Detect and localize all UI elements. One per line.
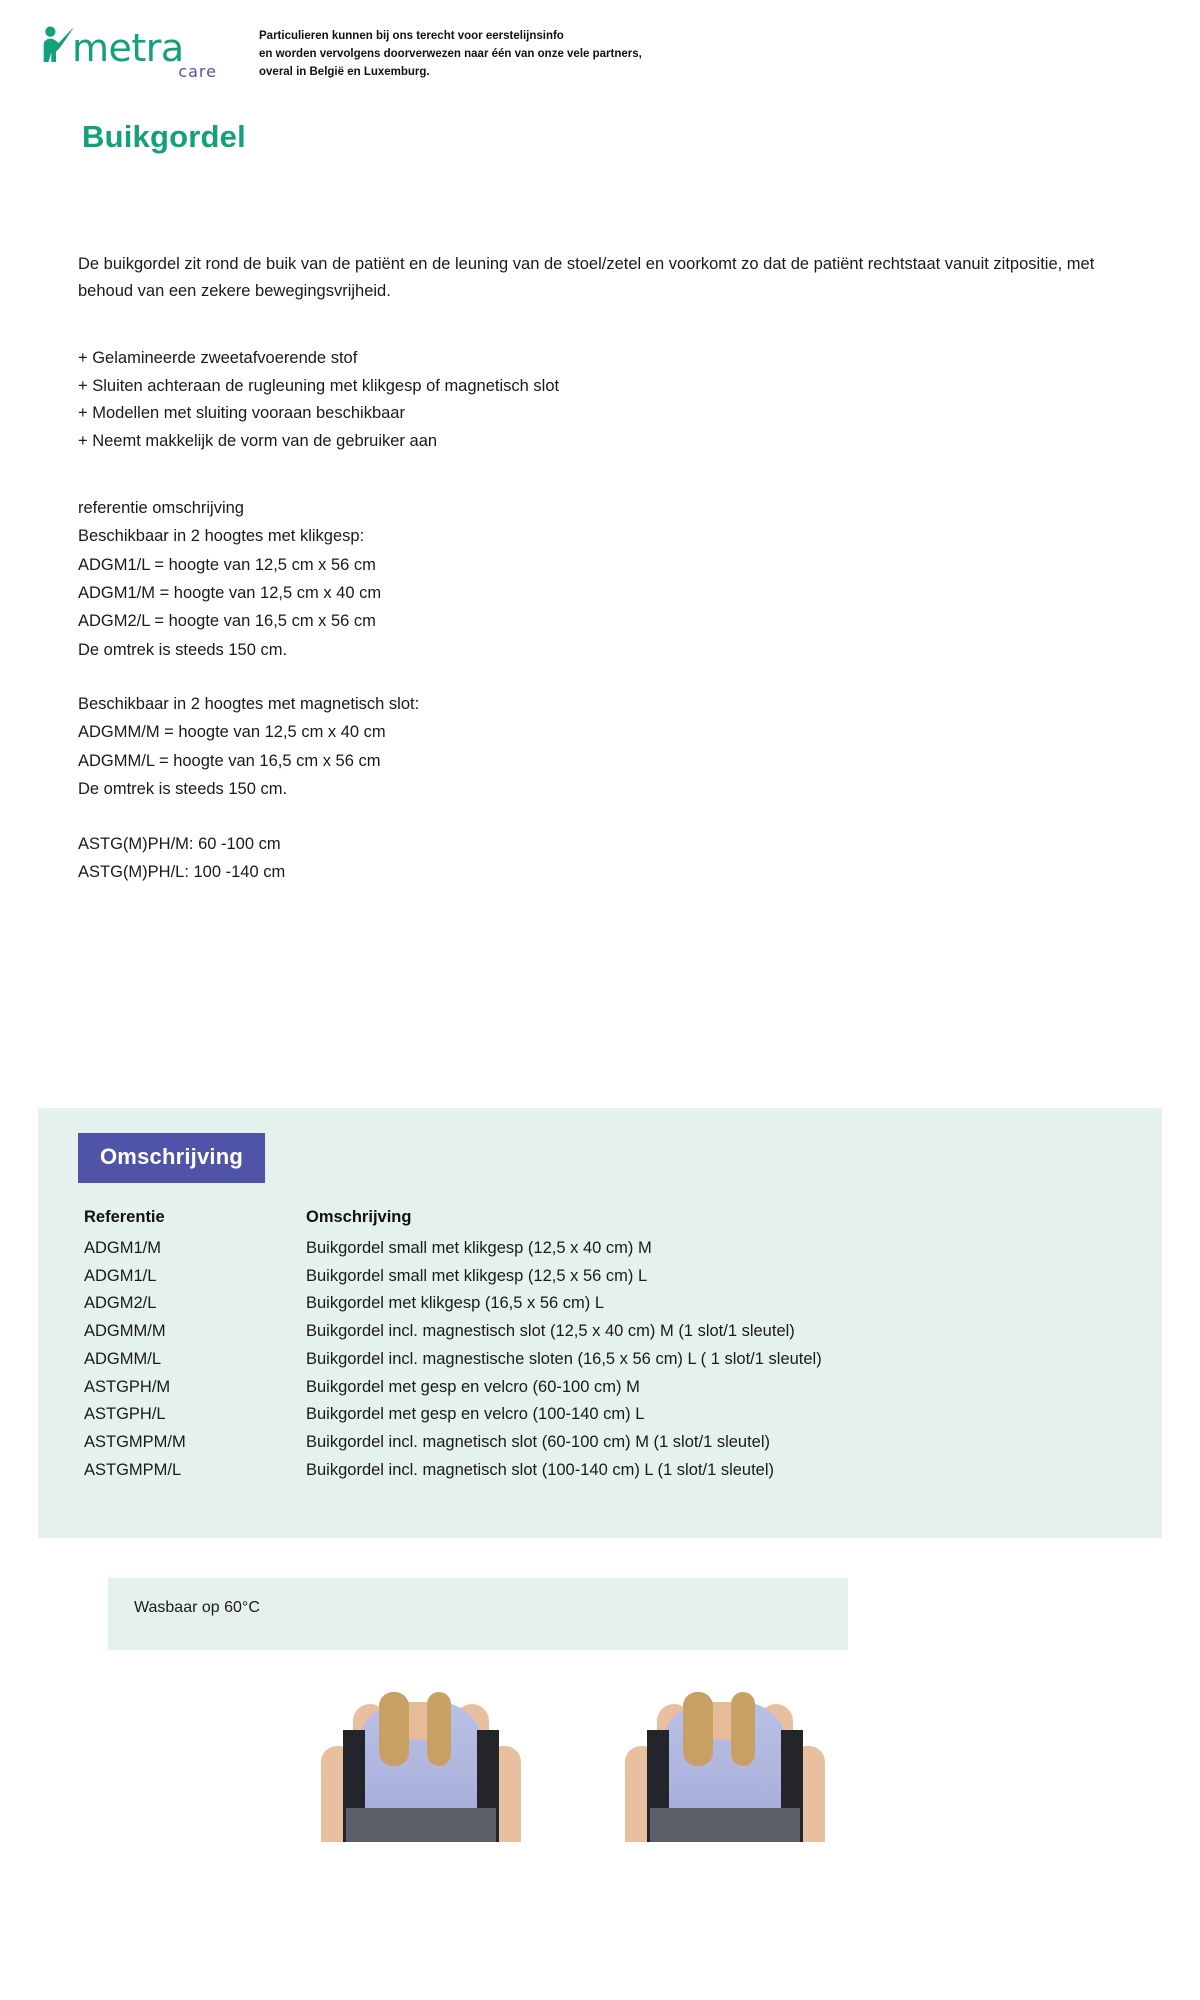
cell-reference: ASTGMPM/L — [84, 1460, 182, 1479]
spec-line: Beschikbaar in 2 hoogtes met magnetisch slot: — [78, 695, 420, 713]
table-row — [84, 1374, 1084, 1402]
cell-reference: ASTGMPM/M — [84, 1433, 186, 1452]
feature-list — [78, 345, 1118, 456]
cell-description: Buikgordel incl. magnetisch slot (60-100 cm) M (1 slot/1 sleutel) — [306, 1433, 771, 1452]
table-row — [84, 1346, 1084, 1374]
table-row — [84, 1263, 1084, 1291]
table-row — [84, 1429, 1084, 1457]
spec-line: ADGM2/L = hoogte van 16,5 cm x 56 cm — [78, 612, 376, 631]
logo-wordmark: metra — [72, 25, 184, 70]
wash-instruction-label: Wasbaar op 60°C — [134, 1599, 260, 1616]
product-photo-belt-front — [315, 1690, 527, 1842]
feature-item: + Neemt makkelijk de vorm van de gebruiker aan — [78, 432, 438, 451]
page-header — [0, 0, 1200, 81]
spec-line: Beschikbaar in 2 hoogtes met klikgesp: — [78, 527, 365, 546]
column-header-omschrijving: Omschrijving — [306, 1208, 412, 1226]
table-row — [84, 1318, 1084, 1346]
cell-description: Buikgordel incl. magnestische sloten (16,5 x 56 cm) L ( 1 slot/1 sleutel) — [306, 1349, 822, 1368]
header-note-line-3: overal in België en Luxemburg. — [259, 65, 430, 78]
reference-table-wrapper — [84, 1208, 1084, 1485]
photo-hair-left — [683, 1692, 713, 1766]
product-photo-belt-side — [619, 1690, 831, 1842]
specification-block — [78, 494, 1118, 887]
spec-line: ADGM1/L = hoogte van 12,5 cm x 56 cm — [78, 555, 376, 574]
spec-line: De omtrek is steeds 150 cm. — [78, 640, 288, 659]
photo-hair-right — [427, 1692, 451, 1766]
table-row — [84, 1457, 1084, 1485]
feature-item: + Modellen met sluiting vooraan beschikbaar — [78, 404, 405, 423]
spec-line: ADGMM/L = hoogte van 16,5 cm x 56 cm — [78, 751, 381, 770]
photo-hair-right — [731, 1692, 755, 1766]
omschrijving-badge: Omschrijving — [78, 1133, 265, 1183]
cell-reference: ASTGPH/M — [84, 1377, 171, 1396]
cell-reference: ASTGPH/L — [84, 1405, 166, 1424]
spec-heading: referentie omschrijving — [78, 498, 244, 517]
spec-line: ASTG(M)PH/M: 60 -100 cm — [78, 834, 281, 853]
cell-reference: ADGMM/L — [84, 1349, 162, 1368]
cell-description: Buikgordel met klikgesp (16,5 x 56 cm) L — [306, 1294, 605, 1313]
table-body — [84, 1235, 1084, 1485]
photo-hair-left — [379, 1692, 409, 1766]
cell-description: Buikgordel incl. magnestisch slot (12,5 x 40 cm) M (1 slot/1 sleutel) — [306, 1322, 795, 1341]
feature-item: + Gelamineerde zweetafvoerende stof — [78, 348, 358, 367]
cell-description: Buikgordel small met klikgesp (12,5 x 40 cm) M — [306, 1239, 652, 1257]
table-header-row — [84, 1208, 1084, 1235]
cell-description: Buikgordel met gesp en velcro (100-140 cm) L — [306, 1405, 645, 1424]
column-header-referentie: Referentie — [84, 1208, 165, 1226]
product-photo-gallery — [315, 1690, 831, 1842]
cell-reference: ADGM1/L — [84, 1266, 157, 1285]
brand-logo — [38, 22, 223, 81]
person-jump-icon — [38, 22, 76, 66]
table-row — [84, 1290, 1084, 1318]
photo-abdominal-belt — [650, 1808, 800, 1842]
header-note — [259, 22, 642, 81]
cell-reference: ADGM2/L — [84, 1294, 157, 1313]
spacer — [78, 664, 1118, 690]
header-note-line-2: en worden vervolgens doorverwezen naar één van onze vele partners, — [259, 47, 642, 60]
cell-reference: ADGMM/M — [84, 1322, 166, 1341]
spec-line: ASTG(M)PH/L: 100 -140 cm — [78, 862, 286, 881]
cell-reference: ADGM1/M — [84, 1239, 162, 1257]
spacer — [78, 804, 1118, 830]
page-title: Buikgordel — [82, 119, 246, 155]
spec-line: De omtrek is steeds 150 cm. — [78, 780, 288, 799]
table-row — [84, 1235, 1084, 1263]
photo-abdominal-belt — [346, 1808, 496, 1842]
header-note-line-1: Particulieren kunnen bij ons terecht voor eerstelijnsinfo — [259, 30, 564, 42]
cell-description: Buikgordel met gesp en velcro (60-100 cm) M — [306, 1377, 640, 1396]
main-content — [78, 251, 1118, 886]
reference-table — [84, 1208, 1084, 1485]
cell-description: Buikgordel small met klikgesp (12,5 x 56 cm) L — [306, 1266, 648, 1285]
feature-item: + Sluiten achteraan de rugleuning met klikgesp of magnetisch slot — [78, 376, 560, 395]
table-row — [84, 1401, 1084, 1429]
cell-description: Buikgordel incl. magnetisch slot (100-140 cm) L (1 slot/1 sleutel) — [306, 1460, 775, 1479]
spec-line: ADGM1/M = hoogte van 12,5 cm x 40 cm — [78, 583, 382, 602]
spec-line: ADGMM/M = hoogte van 12,5 cm x 40 cm — [78, 723, 386, 742]
intro-paragraph: De buikgordel zit rond de buik van de patiënt en de leuning van de stoel/zetel en voorkomt zo dat de patiënt rechtstaat vanuit zitpositie, met behoud van een zekere bewegingsvrijheid. — [78, 255, 1095, 301]
logo-subtitle: care — [178, 62, 217, 81]
logo-mark — [38, 22, 223, 70]
